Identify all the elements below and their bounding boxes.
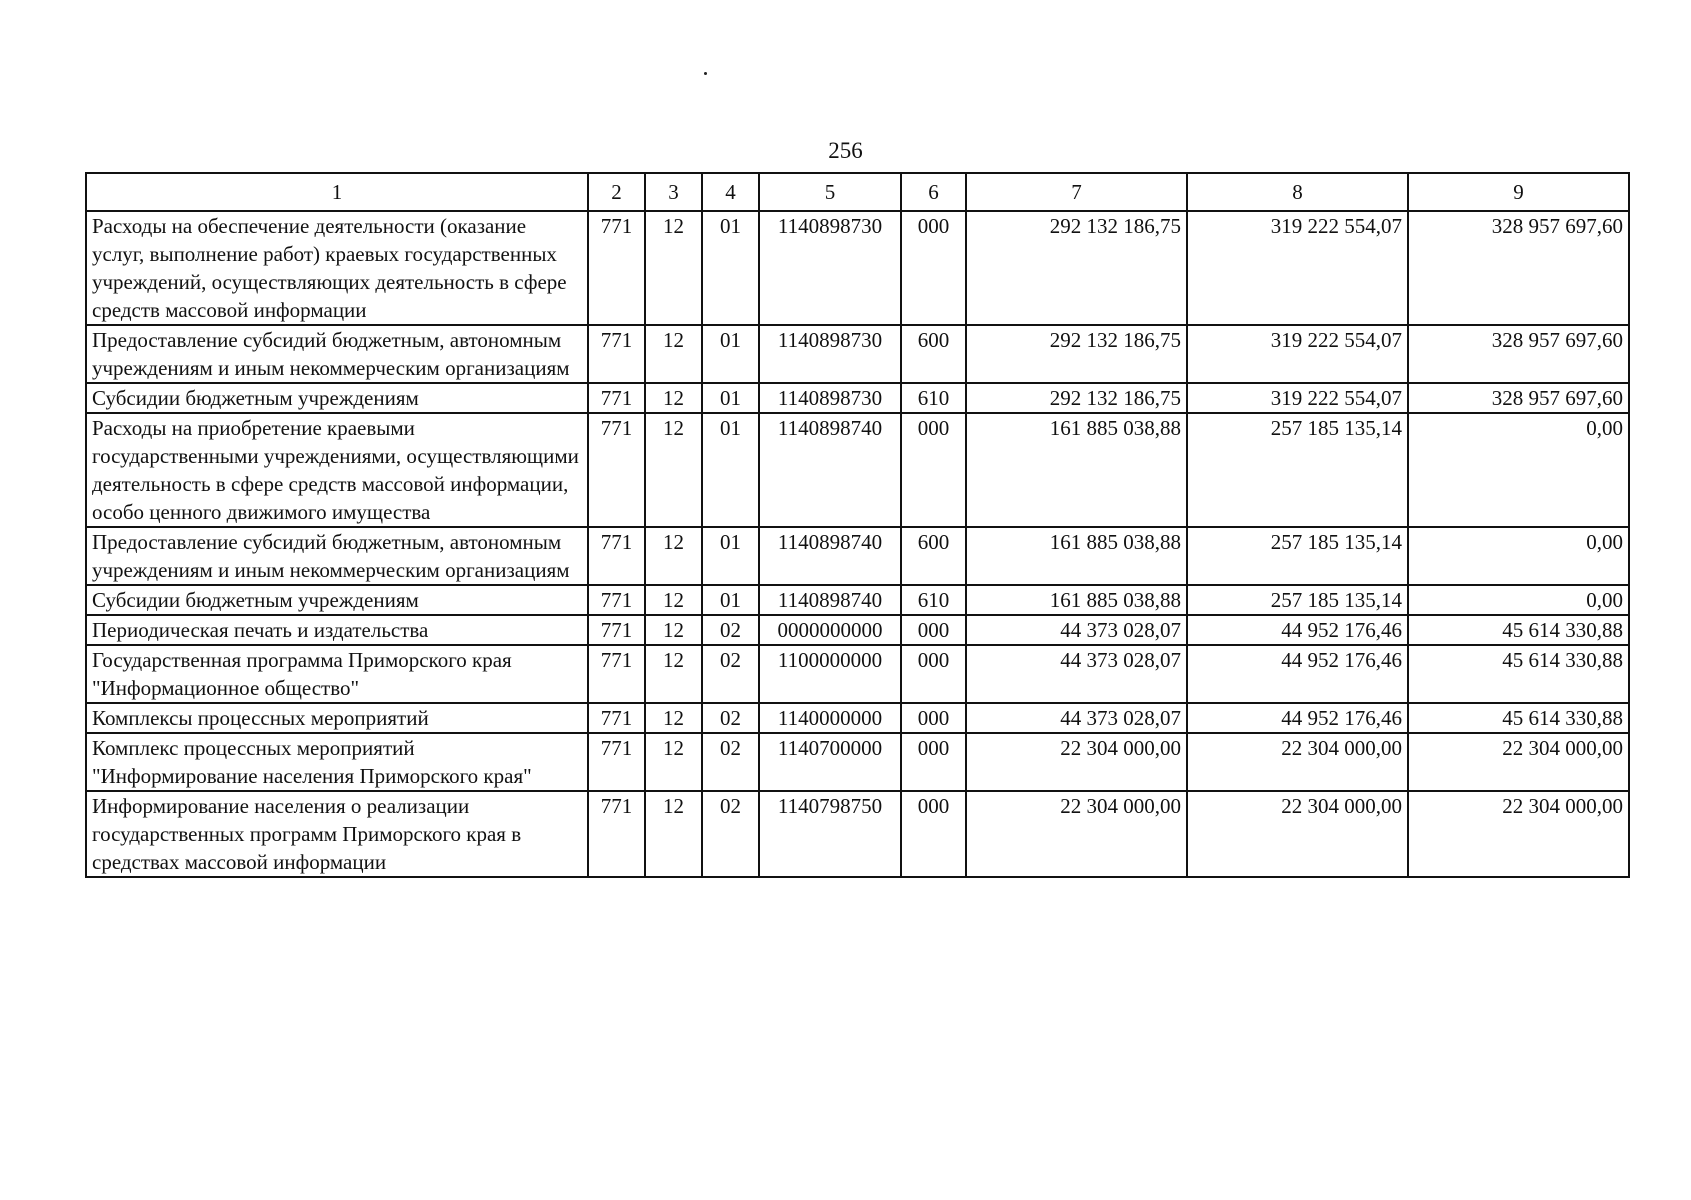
cell-target-article: 1140898740 [759,413,901,527]
table-row [86,645,1629,703]
row-name: Предоставление субсидий бюджетным, автономным учреждениям и иным некоммерческим организациям [86,527,588,585]
table-row [86,211,1629,325]
cell-amount-col9: 328 957 697,60 [1408,211,1629,325]
cell-expense-type: 000 [901,211,966,325]
cell-amount-col7: 22 304 000,00 [966,791,1187,877]
table-row [86,413,1629,527]
cell-expense-type: 000 [901,615,966,645]
cell-amount-col9: 45 614 330,88 [1408,615,1629,645]
row-name: Субсидии бюджетным учреждениям [86,383,588,413]
cell-chapter: 771 [588,615,645,645]
cell-amount-col9: 22 304 000,00 [1408,791,1629,877]
cell-section: 12 [645,383,702,413]
table-row [86,791,1629,877]
table-row [86,383,1629,413]
cell-target-article: 0000000000 [759,615,901,645]
cell-subsection: 01 [702,585,759,615]
cell-amount-col7: 161 885 038,88 [966,585,1187,615]
column-header: 1 [86,173,588,211]
cell-target-article: 1140700000 [759,733,901,791]
table-row [86,585,1629,615]
row-name: Расходы на приобретение краевыми государственными учреждениями, осуществляющими деятельность в сфере средств массовой информации, особо ценного движимого имущества [86,413,588,527]
cell-amount-col8: 22 304 000,00 [1187,791,1408,877]
cell-amount-col9: 0,00 [1408,413,1629,527]
cell-amount-col8: 319 222 554,07 [1187,211,1408,325]
cell-section: 12 [645,325,702,383]
cell-subsection: 02 [702,791,759,877]
cell-amount-col7: 22 304 000,00 [966,733,1187,791]
cell-amount-col7: 44 373 028,07 [966,645,1187,703]
cell-amount-col8: 44 952 176,46 [1187,615,1408,645]
cell-target-article: 1140798750 [759,791,901,877]
cell-amount-col9: 22 304 000,00 [1408,733,1629,791]
column-header: 3 [645,173,702,211]
cell-chapter: 771 [588,703,645,733]
cell-expense-type: 000 [901,645,966,703]
cell-amount-col7: 292 132 186,75 [966,211,1187,325]
cell-subsection: 01 [702,527,759,585]
cell-section: 12 [645,645,702,703]
cell-section: 12 [645,585,702,615]
cell-subsection: 01 [702,413,759,527]
row-name: Комплекс процессных мероприятий "Информирование населения Приморского края" [86,733,588,791]
cell-chapter: 771 [588,585,645,615]
cell-amount-col7: 161 885 038,88 [966,413,1187,527]
cell-section: 12 [645,733,702,791]
cell-section: 12 [645,703,702,733]
cell-amount-col8: 257 185 135,14 [1187,585,1408,615]
column-header: 6 [901,173,966,211]
page-number: 256 [828,138,863,163]
cell-amount-col7: 44 373 028,07 [966,615,1187,645]
cell-expense-type: 600 [901,527,966,585]
cell-amount-col9: 328 957 697,60 [1408,325,1629,383]
cell-amount-col8: 257 185 135,14 [1187,413,1408,527]
cell-section: 12 [645,615,702,645]
cell-target-article: 1140898730 [759,211,901,325]
cell-amount-col8: 319 222 554,07 [1187,325,1408,383]
cell-expense-type: 610 [901,383,966,413]
cell-chapter: 771 [588,645,645,703]
cell-section: 12 [645,211,702,325]
cell-amount-col8: 44 952 176,46 [1187,703,1408,733]
column-header: 4 [702,173,759,211]
cell-target-article: 1100000000 [759,645,901,703]
cell-amount-col8: 319 222 554,07 [1187,383,1408,413]
cell-amount-col9: 328 957 697,60 [1408,383,1629,413]
header-row [86,173,1629,211]
column-header: 2 [588,173,645,211]
scan-speck [704,72,707,75]
cell-subsection: 02 [702,615,759,645]
cell-target-article: 1140000000 [759,703,901,733]
cell-target-article: 1140898740 [759,527,901,585]
cell-subsection: 02 [702,733,759,791]
row-name: Государственная программа Приморского края "Информационное общество" [86,645,588,703]
row-name: Информирование населения о реализации государственных программ Приморского края в средствах массовой информации [86,791,588,877]
column-header: 9 [1408,173,1629,211]
row-name: Комплексы процессных мероприятий [86,703,588,733]
cell-amount-col7: 161 885 038,88 [966,527,1187,585]
cell-subsection: 01 [702,211,759,325]
cell-amount-col8: 257 185 135,14 [1187,527,1408,585]
cell-subsection: 02 [702,703,759,733]
cell-target-article: 1140898730 [759,325,901,383]
cell-amount-col7: 292 132 186,75 [966,383,1187,413]
cell-target-article: 1140898740 [759,585,901,615]
cell-subsection: 01 [702,325,759,383]
column-header: 7 [966,173,1187,211]
cell-expense-type: 000 [901,703,966,733]
row-name: Предоставление субсидий бюджетным, автономным учреждениям и иным некоммерческим организациям [86,325,588,383]
cell-chapter: 771 [588,791,645,877]
cell-expense-type: 000 [901,791,966,877]
cell-section: 12 [645,527,702,585]
cell-amount-col8: 22 304 000,00 [1187,733,1408,791]
cell-chapter: 771 [588,733,645,791]
cell-amount-col7: 292 132 186,75 [966,325,1187,383]
cell-amount-col7: 44 373 028,07 [966,703,1187,733]
cell-chapter: 771 [588,413,645,527]
column-header: 5 [759,173,901,211]
row-name: Расходы на обеспечение деятельности (оказание услуг, выполнение работ) краевых государственных учреждений, осуществляющих деятельность в сфере средств массовой информации [86,211,588,325]
table-row [86,615,1629,645]
cell-section: 12 [645,413,702,527]
cell-expense-type: 000 [901,413,966,527]
cell-chapter: 771 [588,527,645,585]
cell-expense-type: 610 [901,585,966,615]
table-row [86,733,1629,791]
budget-table [85,172,1630,878]
cell-chapter: 771 [588,383,645,413]
cell-chapter: 771 [588,211,645,325]
cell-expense-type: 600 [901,325,966,383]
column-header: 8 [1187,173,1408,211]
row-name: Субсидии бюджетным учреждениям [86,585,588,615]
cell-subsection: 01 [702,383,759,413]
row-name: Периодическая печать и издательства [86,615,588,645]
cell-amount-col9: 45 614 330,88 [1408,703,1629,733]
table-row [86,325,1629,383]
cell-expense-type: 000 [901,733,966,791]
cell-section: 12 [645,791,702,877]
cell-amount-col9: 45 614 330,88 [1408,645,1629,703]
cell-subsection: 02 [702,645,759,703]
cell-chapter: 771 [588,325,645,383]
cell-amount-col8: 44 952 176,46 [1187,645,1408,703]
table-row [86,703,1629,733]
cell-amount-col9: 0,00 [1408,527,1629,585]
cell-target-article: 1140898730 [759,383,901,413]
table-row [86,527,1629,585]
cell-amount-col9: 0,00 [1408,585,1629,615]
